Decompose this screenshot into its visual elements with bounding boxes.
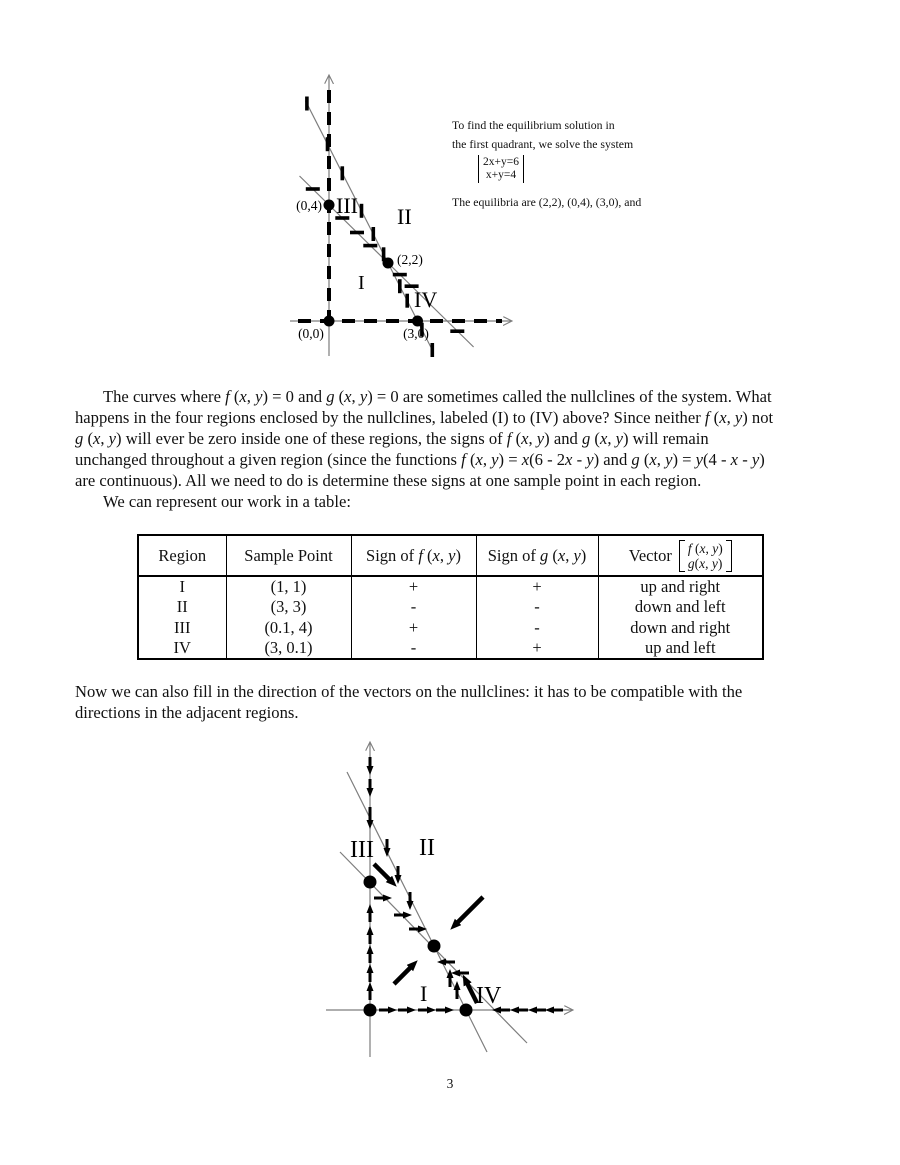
header-sample-point: Sample Point [226, 535, 351, 576]
signs-table [137, 534, 764, 660]
paragraph-nullclines [75, 386, 773, 512]
cell-sign-g: - [476, 597, 598, 618]
text-line: We can represent our work in a table: [103, 492, 351, 511]
table-row [138, 597, 763, 618]
top-phase-diagram [280, 60, 630, 372]
page-number: 3 [446, 1076, 454, 1091]
cell-sign-f: - [351, 597, 476, 618]
label-region-i: I [420, 981, 428, 1006]
header-sign-g: Sign of g (x, y) [476, 535, 598, 576]
bracket-right [726, 540, 732, 572]
cell-sign-f: + [351, 618, 476, 639]
vector-label: Vector [628, 545, 672, 565]
point-0-0 [364, 1004, 377, 1017]
point-3-0 [412, 316, 423, 327]
note-line: the first quadrant, we solve the system [452, 137, 634, 151]
equilibrium-note [452, 116, 642, 212]
label-point-2-2: (2,2) [397, 252, 423, 267]
point-2-2 [428, 940, 441, 953]
label-point-0-0: (0,0) [298, 326, 324, 341]
point-0-4 [364, 876, 377, 889]
cell-sample: (0.1, 4) [226, 618, 351, 639]
text-line: Now we can also fill in the direction of the vectors on the nullclines: it has to be compatible with the [75, 682, 743, 701]
equation-system [478, 155, 524, 183]
matrix-bottom: g(x, y) [687, 555, 723, 571]
cell-sign-f: - [351, 638, 476, 659]
label-region-iii: III [350, 837, 374, 863]
text-line: directions in the adjacent regions. [75, 703, 299, 722]
bracket-left [679, 540, 685, 572]
cell-sign-g: - [476, 618, 598, 639]
label-region-iv: IV [476, 983, 502, 1009]
text-line: happens in the four regions enclosed by the nullclines, labeled (I) to (IV) above? Since neither f (x, y) not [75, 408, 774, 427]
cell-sign-f: + [351, 576, 476, 597]
note-line: To find the equilibrium solution in [452, 118, 615, 132]
cell-region: III [174, 617, 191, 637]
table-header-row [138, 535, 763, 576]
cell-region: I [179, 577, 185, 596]
point-2-2 [383, 258, 394, 269]
cell-vector: up and right [598, 576, 763, 597]
cell-region: IV [173, 638, 191, 657]
label-region-iv: IV [414, 287, 438, 312]
axes [326, 743, 572, 1057]
header-vector [598, 535, 763, 576]
cell-sign-g: + [476, 638, 598, 659]
cell-vector: down and left [598, 597, 763, 618]
cell-vector: up and left [598, 638, 763, 659]
nullcline-lines [300, 101, 474, 350]
cell-vector: down and right [598, 618, 763, 639]
cell-region: II [176, 597, 188, 617]
header-sign-f: Sign of f (x, y) [351, 535, 476, 576]
vector-matrix [679, 540, 732, 572]
text-line: The curves where f (x, y) = 0 and g (x, y) = 0 are sometimes called the nullclines of the system. What [103, 387, 772, 406]
header-region: Region [158, 545, 207, 565]
text-line: g (x, y) will ever be zero inside one of these regions, the signs of f (x, y) and g (x, y) will remain [75, 429, 709, 448]
point-0-4 [324, 200, 335, 211]
point-3-0 [460, 1004, 473, 1017]
table-row [138, 576, 763, 597]
label-region-ii: II [419, 835, 435, 861]
equation-1: 2x+y=6 [483, 156, 519, 168]
text-line: unchanged throughout a given region (since the functions f (x, y) = x(6 - 2x - y) and g (x, y) = y(4 - x - y) [75, 450, 765, 469]
table-row [138, 638, 763, 659]
label-region-iii: III [336, 193, 358, 218]
paragraph-directions [75, 681, 742, 723]
point-0-0 [324, 316, 335, 327]
cell-sample: (3, 3) [226, 597, 351, 618]
label-point-3-0: (3,0) [403, 326, 429, 341]
matrix-top: f (x, y) [687, 540, 723, 556]
small-direction-arrows [370, 757, 563, 1010]
cell-sign-g: + [476, 576, 598, 597]
cell-sample: (3, 0.1) [226, 638, 351, 659]
bottom-phase-diagram [320, 735, 590, 1065]
text-line: are continuous). All we need to do is determine these signs at one sample point in each region. [75, 471, 702, 490]
arrow-region-iii [374, 864, 390, 880]
table-row [138, 618, 763, 639]
cell-sample: (1, 1) [226, 576, 351, 597]
label-point-0-4: (0,4) [296, 198, 322, 213]
label-region-i: I [358, 272, 365, 294]
arrow-region-ii [457, 897, 483, 923]
note-line: The equilibria are (2,2), (0,4), (3,0), and [452, 195, 642, 209]
arrow-region-i [394, 967, 411, 984]
equation-2: x+y=4 [485, 169, 517, 181]
label-region-ii: II [397, 204, 412, 229]
